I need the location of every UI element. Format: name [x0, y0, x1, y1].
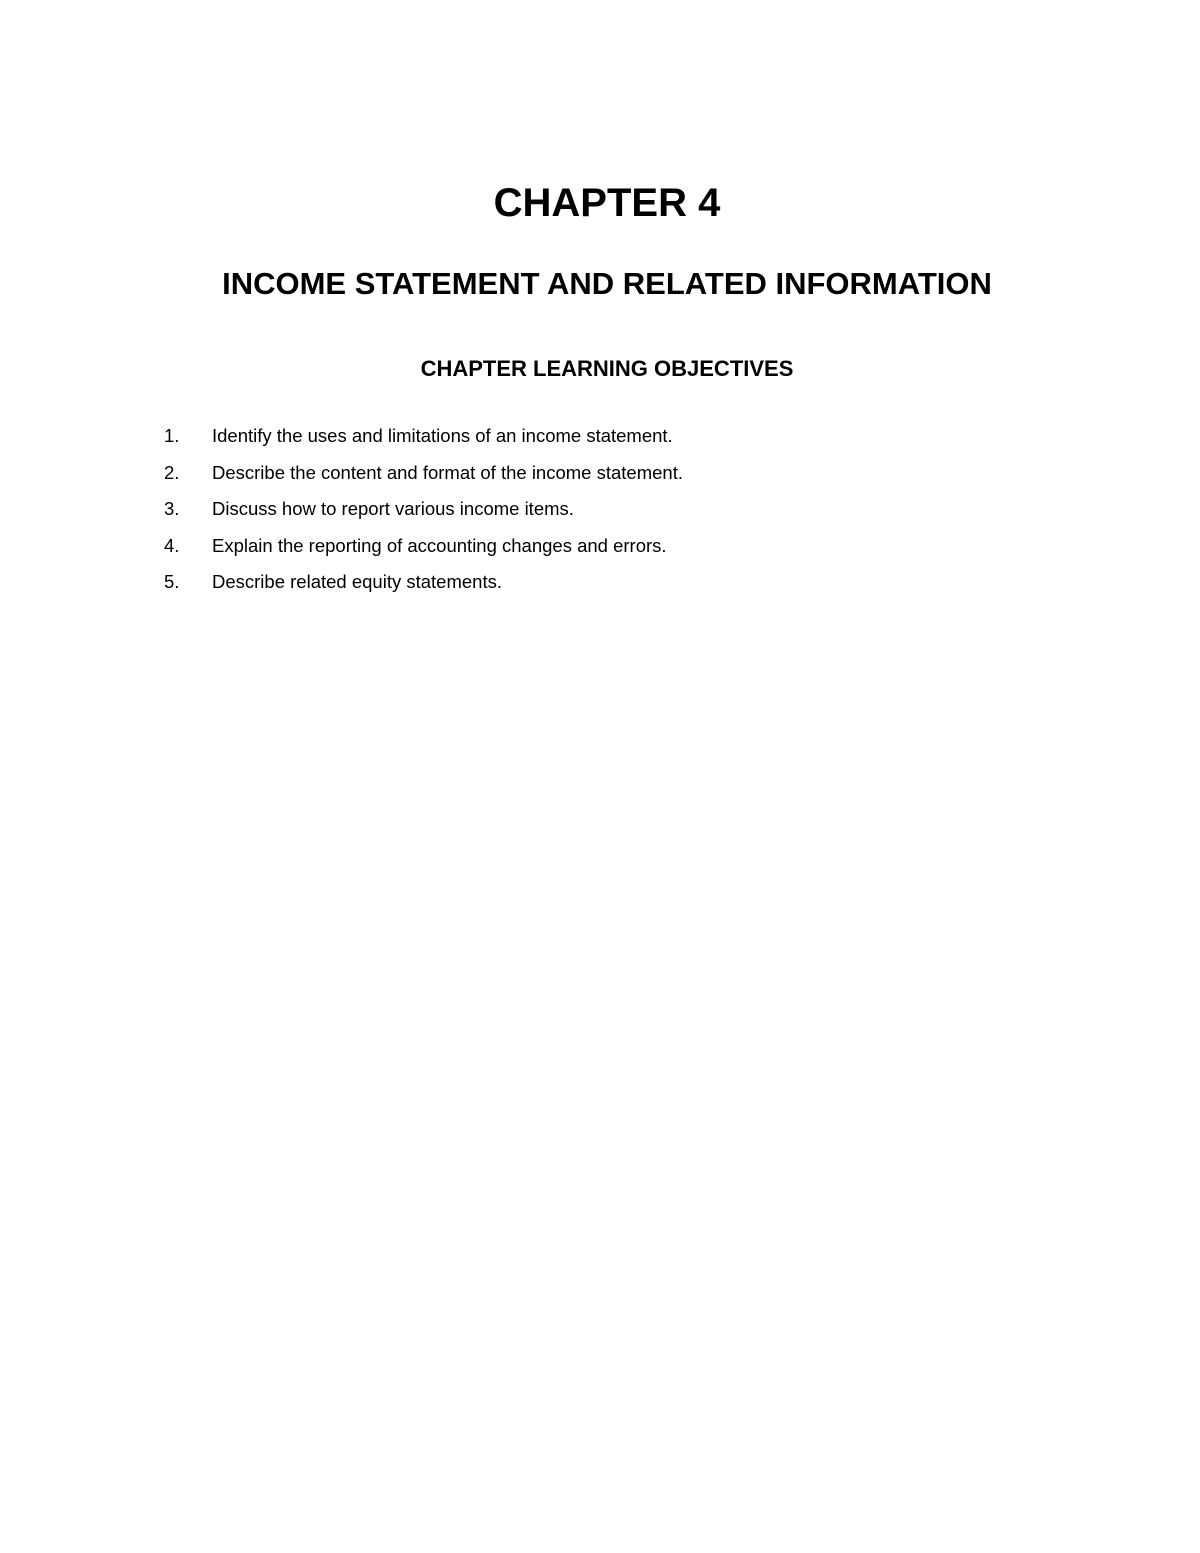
objective-text: Discuss how to report various income items. — [212, 498, 574, 519]
objective-item — [164, 461, 1064, 498]
objective-text: Explain the reporting of accounting changes and errors. — [212, 534, 667, 556]
chapter-subtitle: INCOME STATEMENT AND RELATED INFORMATION — [222, 266, 992, 301]
objective-number: 3. — [164, 498, 180, 519]
objective-item — [164, 497, 1064, 534]
learning-objectives-heading: CHAPTER LEARNING OBJECTIVES — [420, 356, 794, 381]
objective-item — [164, 570, 1064, 607]
objective-text: Identify the uses and limitations of an income statement. — [212, 425, 673, 446]
objective-number: 2. — [164, 461, 180, 483]
objective-text: Describe related equity statements. — [212, 571, 502, 592]
learning-objectives-list — [164, 424, 1064, 607]
objective-item — [164, 534, 1064, 571]
objective-number: 4. — [164, 534, 180, 556]
objective-text: Describe the content and format of the income statement. — [212, 461, 683, 483]
objective-item — [164, 424, 1064, 461]
chapter-title: CHAPTER 4 — [493, 181, 721, 225]
objective-number: 1. — [164, 425, 180, 446]
objective-number: 5. — [164, 571, 180, 592]
